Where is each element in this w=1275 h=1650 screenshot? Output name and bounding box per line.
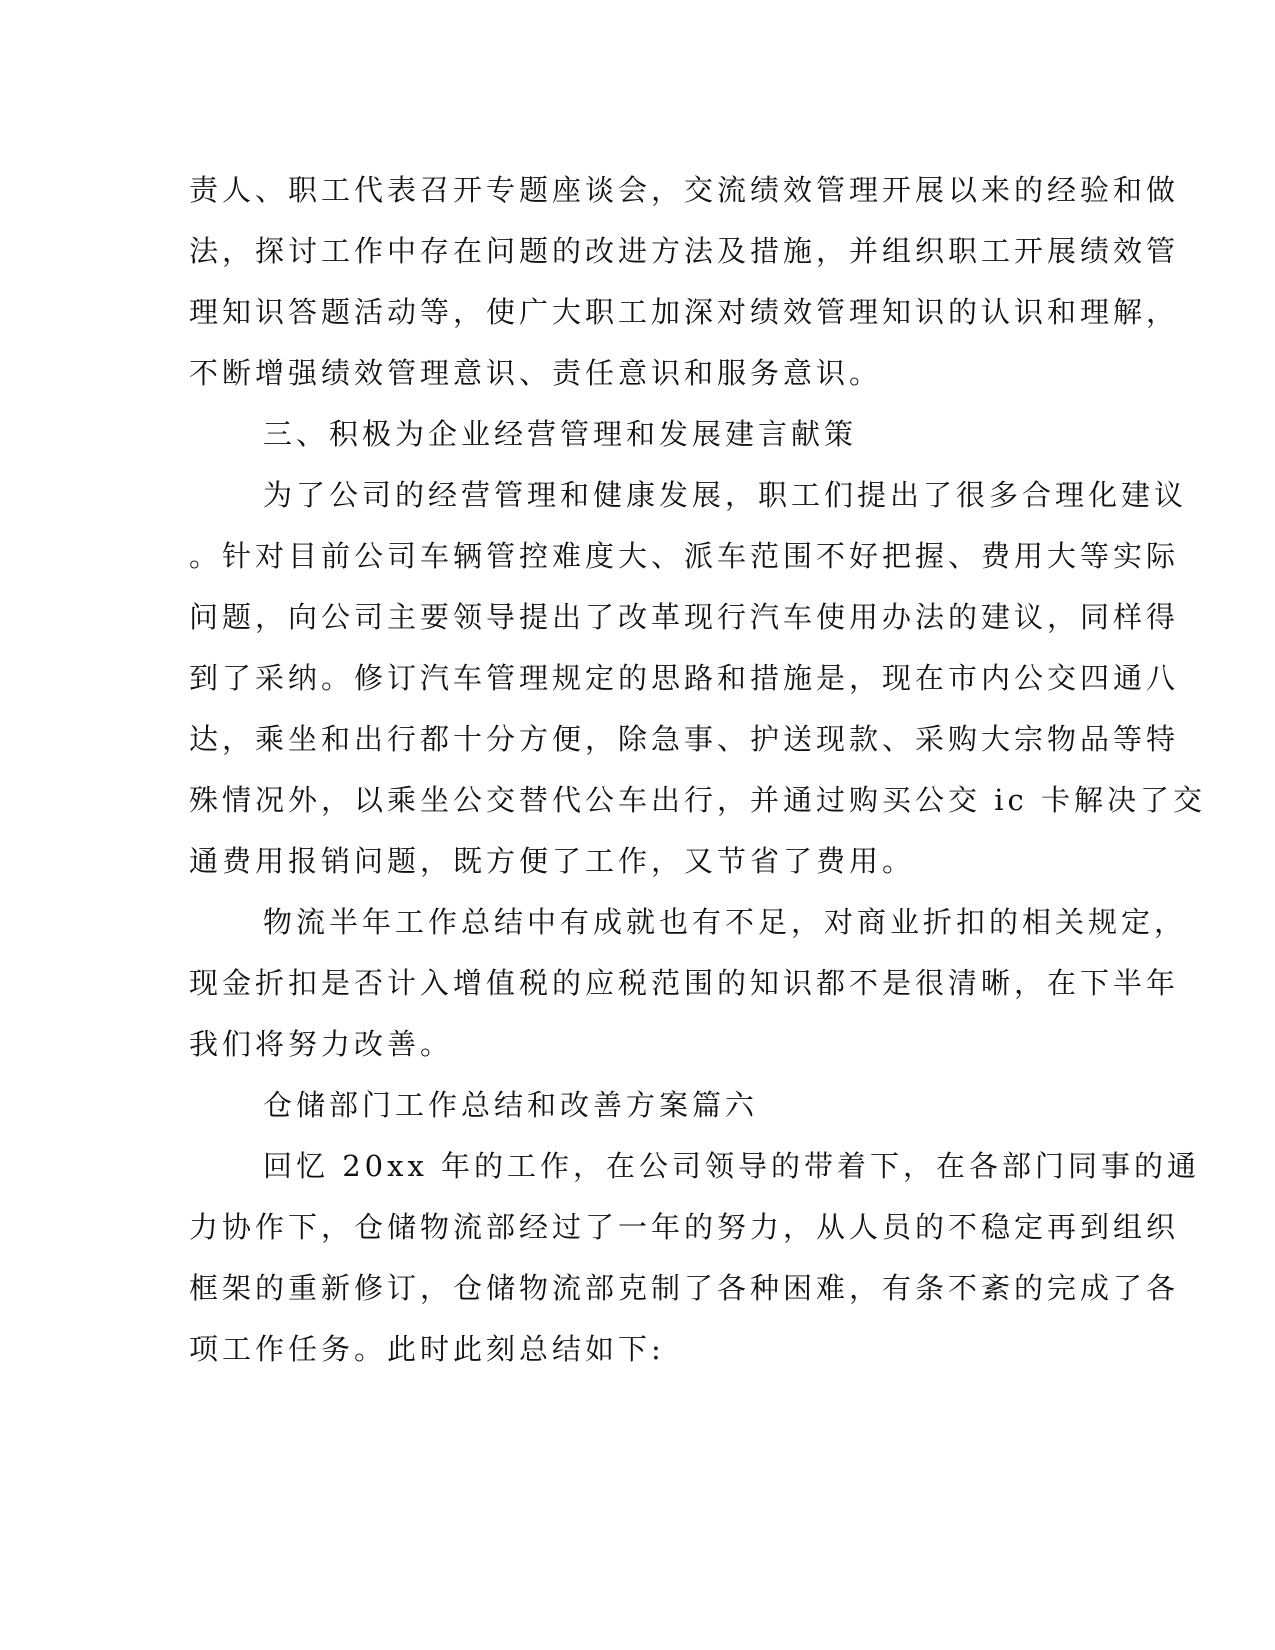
text-line: 达，乘坐和出行都十分方便，除急事、护送现款、采购大宗物品等特 <box>189 722 1180 756</box>
text-line: 力协作下，仓储物流部经过了一年的努力，从人员的不稳定再到组织 <box>189 1210 1180 1244</box>
heading-line: 仓储部门工作总结和改善方案篇六 <box>263 1088 759 1122</box>
paragraph-vehicle-reform <box>189 465 1206 892</box>
text-line: 到了采纳。修订汽车管理规定的思路和措施是，现在市内公交四通八 <box>189 661 1180 695</box>
heading-line: 三、积极为企业经营管理和发展建言献策 <box>263 417 858 451</box>
text-line: 责人、职工代表召开专题座谈会，交流绩效管理开展以来的经验和做 <box>189 173 1180 207</box>
text-line: 我们将努力改善。 <box>189 1027 454 1061</box>
text-line: 问题，向公司主要领导提出了改革现行汽车使用办法的建议，同样得 <box>189 600 1180 634</box>
section-heading-3 <box>189 404 1089 465</box>
text-line: 回忆 20xx 年的工作，在公司领导的带着下，在各部门同事的通 <box>263 1149 1201 1183</box>
document-body <box>189 160 1206 1380</box>
text-line: 通费用报销问题，既方便了工作，又节省了费用。 <box>189 844 916 878</box>
text-line: 现金折扣是否计入增值税的应税范围的知识都不是很清晰，在下半年 <box>189 966 1180 1000</box>
text-line: 。针对目前公司车辆管控难度大、派车范围不好把握、费用大等实际 <box>189 539 1180 573</box>
text-line: 框架的重新修订，仓储物流部克制了各种困难，有条不紊的完成了各 <box>189 1271 1180 1305</box>
paragraph-annual-review <box>189 1136 1201 1380</box>
section-heading-chapter-6 <box>189 1075 1089 1136</box>
text-line: 项工作任务。此时此刻总结如下: <box>189 1332 665 1366</box>
text-line: 殊情况外，以乘坐公交替代公车出行，并通过购买公交 ic 卡解决了交 <box>189 783 1206 817</box>
paragraph-performance-forum <box>189 160 1180 404</box>
paragraph-logistics-summary <box>189 892 1188 1075</box>
text-line: 法，探讨工作中存在问题的改进方法及措施，并组织职工开展绩效管 <box>189 234 1180 268</box>
text-line: 理知识答题活动等，使广大职工加深对绩效管理知识的认识和理解， <box>189 295 1180 329</box>
text-line: 为了公司的经营管理和健康发展，职工们提出了很多合理化建议 <box>263 478 1188 512</box>
text-line: 物流半年工作总结中有成就也有不足，对商业折扣的相关规定， <box>263 905 1188 939</box>
text-line: 不断增强绩效管理意识、责任意识和服务意识。 <box>189 356 883 390</box>
